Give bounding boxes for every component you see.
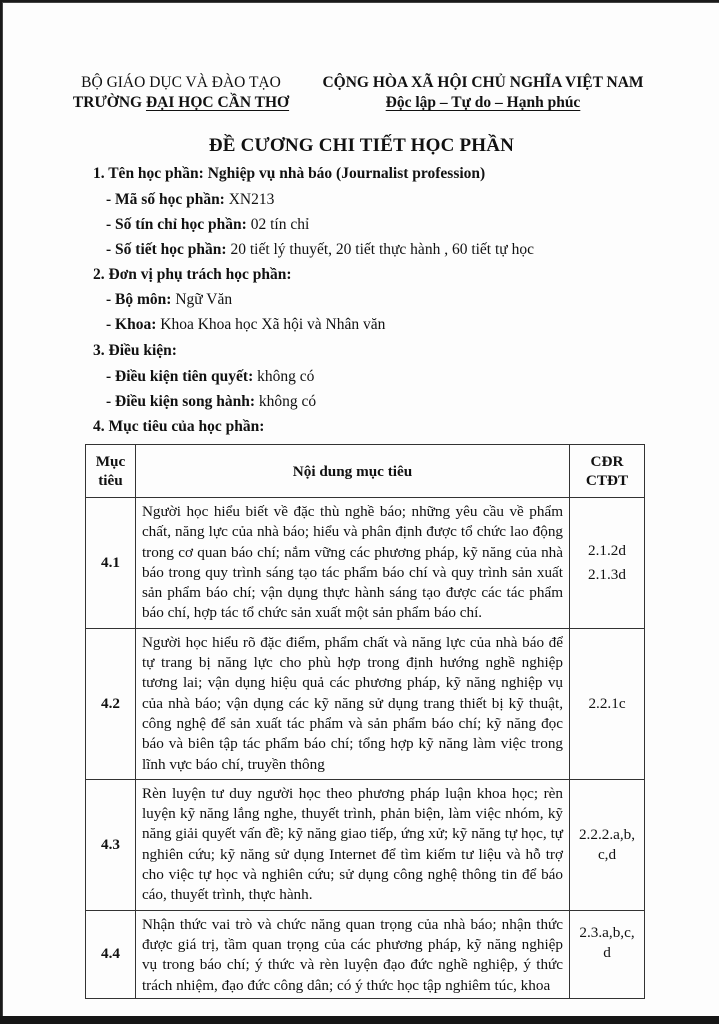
- course-hours: [106, 240, 534, 260]
- objective-cdr: [570, 779, 645, 910]
- field-label: - Số tín chỉ học phần:: [106, 216, 247, 233]
- field-value: 02 tín chỉ: [246, 216, 310, 233]
- viewer-bottom-bar: [0, 1016, 719, 1024]
- field-value: không có: [255, 393, 317, 410]
- objective-cdr: [570, 628, 645, 779]
- objective-content: Người học hiểu biết về đặc thù nghề báo; những yêu cầu về phẩm chất, năng lực của nhà báo; hiểu và phân định được tổ chức lao động trong cơ quan báo chí; nắm vững các phương pháp, kỹ năng của nhà báo trong quy trình sáng tạo tác phẩm báo chí và quy trình sản xuất sản phẩm báo chí; vận dụng thực hành sáng tạo được các tác phẩm báo chí, hợp tác tổ chức sản xuất một sản phẩm báo chí.: [135, 498, 569, 629]
- header-text: CTĐT: [585, 472, 629, 489]
- course-code: [106, 190, 274, 210]
- ministry-name: BỘ GIÁO DỤC VÀ ĐÀO TẠO: [81, 74, 281, 91]
- faculty: [106, 315, 385, 335]
- field-value: Ngữ Văn: [171, 291, 233, 308]
- objective-cdr: [570, 910, 645, 998]
- header-cdr: [570, 445, 645, 498]
- corequisite: [106, 392, 316, 412]
- objective-cdr: [570, 498, 645, 629]
- issuer-block: [65, 73, 297, 113]
- field-value: Khoa Khoa học Xã hội và Nhân văn: [156, 316, 386, 333]
- field-label: - Số tiết học phần:: [106, 241, 227, 258]
- section-2-heading: 2. Đơn vị phụ trách học phần:: [93, 266, 292, 283]
- table-row: [86, 498, 645, 629]
- header-content: Nội dung mục tiêu: [135, 445, 569, 498]
- document-title: ĐỀ CƯƠNG CHI TIẾT HỌC PHẦN: [208, 135, 515, 156]
- objective-id: 4.1: [86, 498, 136, 629]
- cdr-code: 2.1.3d: [588, 565, 626, 583]
- university-name: ĐẠI HỌC CẦN THƠ: [145, 94, 290, 111]
- field-label: - Khoa:: [106, 316, 157, 333]
- header-text: CĐR: [590, 453, 624, 470]
- field-value: 20 tiết lý thuyết, 20 tiết thực hành , 60 tiết tự học: [226, 241, 534, 258]
- university-prefix: TRƯỜNG: [72, 94, 146, 111]
- prerequisite: [106, 367, 314, 387]
- field-value: không có: [253, 368, 315, 385]
- objective-id: 4.4: [86, 910, 136, 998]
- cdr-code: 2.3.a,b,c,: [579, 923, 635, 941]
- field-value: XN213: [224, 191, 275, 208]
- table-header-row: [86, 445, 645, 498]
- department: [106, 290, 232, 310]
- objective-id: 4.3: [86, 779, 136, 910]
- objective-content: Rèn luyện tư duy người học theo phương pháp luận khoa học; rèn luyện kỹ năng lắng nghe, thuyết trình, phản biện, làm việc nhóm, kỹ năng giải quyết vấn đề; kỹ năng giao tiếp, ứng xử; kỹ năng tự học, tự nghiên cứu; kỹ năng sử dụng Internet để tìm kiếm tư liệu và hỗ trợ cho việc tự học và nghiên cứu; sử dụng công nghệ thông tin để báo cáo, thuyết trình, thực hành.: [135, 779, 569, 910]
- national-motto: Độc lập – Tự do – Hạnh phúc: [385, 94, 581, 111]
- field-label: - Bộ môn:: [106, 291, 172, 308]
- cdr-code: 2.1.2d: [588, 541, 626, 559]
- header-text: Mục: [95, 453, 126, 470]
- objective-content: Người học hiểu rõ đặc điểm, phẩm chất và năng lực của nhà báo để tự trang bị năng lực cho phù hợp trong định hướng nghề nghiệp tương lai; vận dụng hiệu quả các phương pháp, kỹ năng nghiệp vụ của nhà báo; vận dụng các kỹ năng sử dụng trang thiết bị kỹ thuật, công nghệ để sản xuất tác phẩm và sản phẩm báo chí; kỹ năng đọc báo và biên tập tác phẩm báo chí; tổng hợp kỹ năng làm việc trong lĩnh vực báo chí, truyền thông: [135, 628, 569, 779]
- cdr-code: 2.2.1c: [588, 694, 626, 712]
- cdr-code: c,d: [597, 845, 617, 863]
- cdr-code: d: [603, 943, 611, 961]
- table-row: [86, 628, 645, 779]
- header-objective: [86, 445, 136, 498]
- header-text: tiêu: [98, 472, 123, 489]
- field-label: - Điều kiện song hành:: [106, 393, 256, 410]
- document-page: [2, 2, 719, 1016]
- field-label: - Điều kiện tiên quyết:: [106, 368, 254, 385]
- section-1-heading: 1. Tên học phần: Nghiệp vụ nhà báo (Journalist profession): [93, 165, 486, 182]
- country-name: CỘNG HÒA XÃ HỘI CHỦ NGHĨA VIỆT NAM: [322, 74, 644, 91]
- section-4-heading: 4. Mục tiêu của học phần:: [93, 418, 265, 435]
- table-row: [86, 910, 645, 998]
- university-line: [65, 93, 297, 113]
- objective-id: 4.2: [86, 628, 136, 779]
- section-3-heading: 3. Điều kiện:: [93, 342, 177, 359]
- objectives-table: [85, 444, 645, 999]
- cdr-code: 2.2.2.a,b,: [578, 825, 636, 843]
- national-header: [309, 73, 657, 113]
- field-label: - Mã số học phần:: [106, 191, 225, 208]
- table-row: [86, 779, 645, 910]
- course-credits: [106, 215, 309, 235]
- objective-content: Nhận thức vai trò và chức năng quan trọng của nhà báo; nhận thức được giá trị, tầm quan trọng của các phương pháp, kỹ năng nghiệp vụ trong báo chí; ý thức và rèn luyện đạo đức nghề nghiệp, ý thức trách nhiệm, đạo đức công dân; có ý thức học tập nghiêm túc, khoa: [135, 910, 569, 998]
